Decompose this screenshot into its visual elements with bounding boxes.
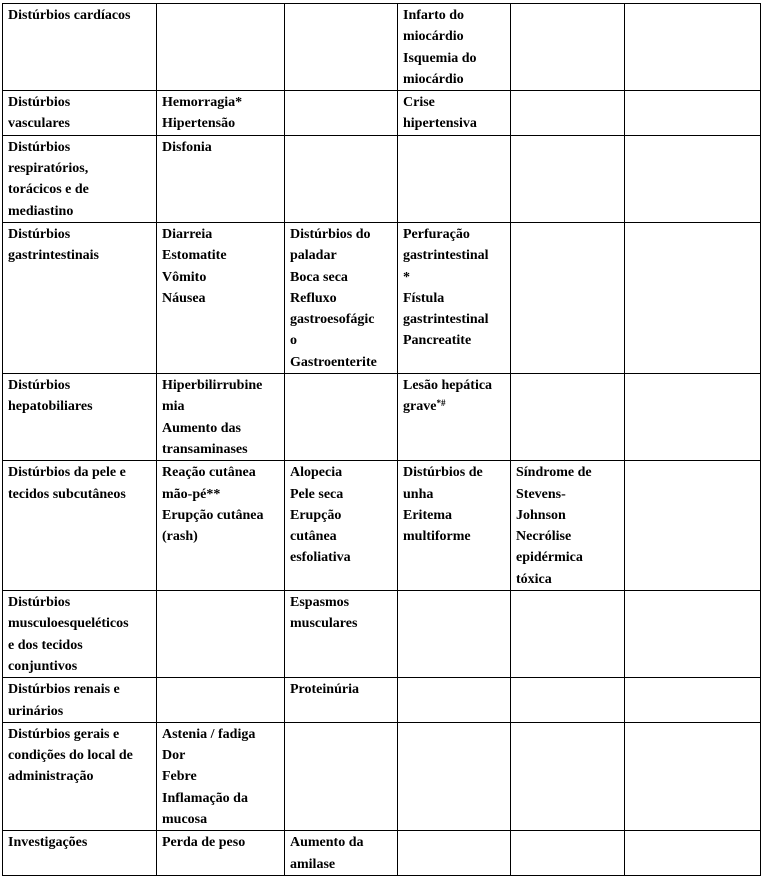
- frequency-cell: [398, 678, 511, 723]
- cell-line: Febre: [162, 769, 197, 785]
- frequency-cell: [625, 722, 761, 830]
- frequency-cell: [625, 591, 761, 678]
- cell-line: Perfuração: [403, 226, 470, 242]
- frequency-cell: [285, 678, 398, 723]
- cell-line: Distúrbios do: [290, 226, 371, 242]
- organ-class-cell: [3, 591, 157, 678]
- cell-line: administração: [8, 769, 94, 785]
- cell-line: multiforme: [403, 529, 471, 545]
- frequency-cell: [398, 831, 511, 876]
- cell-line: Espasmos: [290, 595, 350, 611]
- reaction-text: [290, 505, 393, 526]
- cell-line: Distúrbios da pele e: [8, 465, 126, 481]
- reaction-text: [403, 396, 506, 417]
- frequency-cell: [511, 374, 625, 461]
- organ-class-cell: [3, 722, 157, 830]
- frequency-cell: [511, 591, 625, 678]
- cell-line: Inflamação da: [162, 790, 248, 806]
- adverse-reactions-table: [2, 3, 761, 876]
- reaction-text: [290, 547, 393, 568]
- reaction-text: [162, 245, 280, 266]
- cell-line: Astenia / fadiga: [162, 726, 256, 742]
- cell-line: Pele seca: [290, 486, 344, 502]
- organ-class-text: [8, 179, 152, 200]
- frequency-cell: [157, 722, 285, 830]
- reaction-text: [290, 484, 393, 505]
- cell-line: mucosa: [162, 811, 208, 827]
- reaction-text: [162, 137, 280, 158]
- cell-line: Distúrbios: [8, 226, 71, 242]
- reaction-text: [403, 26, 506, 47]
- reaction-text: [516, 569, 620, 590]
- organ-class-text: [8, 613, 152, 634]
- cell-line: Dor: [162, 748, 186, 764]
- frequency-cell: [157, 4, 285, 91]
- reaction-text: [162, 396, 280, 417]
- organ-class-text: [8, 245, 152, 266]
- frequency-cell: [285, 91, 398, 136]
- organ-class-cell: [3, 461, 157, 591]
- cell-line: musculoesqueléticos: [8, 616, 129, 632]
- reaction-text: [162, 439, 280, 460]
- table-row: [3, 722, 761, 830]
- organ-class-cell: [3, 374, 157, 461]
- cell-line: hepatobiliares: [8, 399, 93, 415]
- organ-class-text: [8, 5, 152, 26]
- organ-class-text: [8, 224, 152, 245]
- cell-line: miocárdio: [403, 29, 464, 45]
- cell-line: tecidos subcutâneos: [8, 486, 126, 502]
- organ-class-text: [8, 724, 152, 745]
- reaction-text: [403, 224, 506, 245]
- organ-class-cell: [3, 135, 157, 222]
- cell-line: Estomatite: [162, 248, 227, 264]
- reaction-text: [290, 592, 393, 613]
- organ-class-cell: [3, 4, 157, 91]
- reaction-text: [403, 92, 506, 113]
- organ-class-text: [8, 745, 152, 766]
- reaction-text: [290, 224, 393, 245]
- frequency-cell: [157, 222, 285, 373]
- reaction-text: [290, 462, 393, 483]
- reaction-text: [290, 679, 393, 700]
- cell-line: mia: [162, 399, 185, 415]
- cell-line: mediastino: [8, 203, 74, 219]
- reaction-text: [162, 224, 280, 245]
- cell-line: Náusea: [162, 290, 206, 306]
- table-row: [3, 374, 761, 461]
- frequency-cell: [511, 135, 625, 222]
- cell-line: Vômito: [162, 269, 207, 285]
- cell-line: gastrintestinal: [403, 248, 489, 264]
- reaction-text: [403, 375, 506, 396]
- cell-line: paladar: [290, 248, 337, 264]
- reaction-text: [516, 547, 620, 568]
- frequency-cell: [285, 722, 398, 830]
- reaction-text: [516, 505, 620, 526]
- reaction-text: [162, 766, 280, 787]
- organ-class-cell: [3, 831, 157, 876]
- organ-class-text: [8, 158, 152, 179]
- frequency-cell: [398, 4, 511, 91]
- reaction-text: [290, 330, 393, 351]
- reaction-text: [403, 526, 506, 547]
- frequency-cell: [511, 831, 625, 876]
- cell-line: unha: [403, 486, 434, 502]
- frequency-cell: [511, 4, 625, 91]
- reaction-text: [403, 309, 506, 330]
- cell-line: Distúrbios gerais e: [8, 726, 120, 742]
- organ-class-text: [8, 635, 152, 656]
- frequency-cell: [625, 222, 761, 373]
- cell-line: grave: [403, 399, 437, 415]
- cell-line: respiratórios,: [8, 161, 89, 177]
- cell-line: Aumento da: [290, 835, 364, 851]
- cell-line: (rash): [162, 529, 198, 545]
- cell-line: miocárdio: [403, 71, 464, 87]
- reaction-text: [162, 809, 280, 830]
- frequency-cell: [625, 91, 761, 136]
- reaction-text: [403, 113, 506, 134]
- cell-line: urinários: [8, 703, 64, 719]
- reaction-text: [403, 484, 506, 505]
- cell-line: Distúrbios: [8, 139, 71, 155]
- table-row: [3, 222, 761, 373]
- cell-line: o: [290, 333, 297, 349]
- cell-line: Síndrome de: [516, 465, 592, 481]
- reaction-text: [290, 854, 393, 875]
- cell-line: Gastroenterite: [290, 354, 377, 370]
- reaction-text: [162, 832, 280, 853]
- cell-line: hipertensiva: [403, 116, 477, 132]
- frequency-cell: [398, 91, 511, 136]
- frequency-cell: [398, 461, 511, 591]
- reaction-text: [290, 309, 393, 330]
- frequency-cell: [157, 831, 285, 876]
- reaction-text: [162, 375, 280, 396]
- cell-line: Distúrbios cardíacos: [8, 8, 131, 23]
- reaction-text: [162, 418, 280, 439]
- reaction-text: [162, 505, 280, 526]
- frequency-cell: [511, 678, 625, 723]
- frequency-cell: [625, 374, 761, 461]
- cell-line: cutânea: [290, 529, 337, 545]
- frequency-cell: [157, 374, 285, 461]
- table-row: [3, 831, 761, 876]
- reaction-text: [162, 92, 280, 113]
- reaction-text: [403, 245, 506, 266]
- reaction-text: [403, 267, 506, 288]
- reaction-text: [516, 526, 620, 547]
- cell-line: Isquemia do: [403, 50, 477, 66]
- organ-class-text: [8, 462, 152, 483]
- reaction-text: [290, 245, 393, 266]
- reaction-text: [403, 69, 506, 90]
- frequency-cell: [625, 461, 761, 591]
- frequency-cell: [157, 591, 285, 678]
- reaction-text: [162, 462, 280, 483]
- reaction-text: [290, 288, 393, 309]
- cell-line: Distúrbios: [8, 378, 71, 394]
- frequency-cell: [625, 135, 761, 222]
- cell-line: Refluxo: [290, 290, 337, 306]
- organ-class-text: [8, 396, 152, 417]
- frequency-cell: [398, 722, 511, 830]
- reaction-text: [290, 526, 393, 547]
- organ-class-text: [8, 137, 152, 158]
- cell-line: amilase: [290, 856, 336, 872]
- table-row: [3, 591, 761, 678]
- reaction-text: [290, 832, 393, 853]
- table-row: [3, 461, 761, 591]
- reaction-text: [162, 288, 280, 309]
- cell-line: Eritema: [403, 507, 452, 523]
- cell-line: transaminases: [162, 441, 248, 457]
- cell-line: *: [403, 269, 410, 285]
- reaction-text: [162, 526, 280, 547]
- cell-line: Erupção: [290, 507, 342, 523]
- cell-line: Proteinúria: [290, 682, 359, 698]
- cell-line: Aumento das: [162, 420, 241, 436]
- reaction-text: [290, 613, 393, 634]
- cell-line: Johnson: [516, 507, 566, 523]
- frequency-cell: [625, 678, 761, 723]
- cell-line: epidérmica: [516, 550, 583, 566]
- organ-class-text: [8, 113, 152, 134]
- organ-class-cell: [3, 678, 157, 723]
- frequency-cell: [511, 222, 625, 373]
- organ-class-text: [8, 201, 152, 222]
- cell-line: conjuntivos: [8, 658, 78, 674]
- reaction-text: [403, 5, 506, 26]
- frequency-cell: [511, 91, 625, 136]
- table-body: [3, 4, 761, 876]
- cell-line: Hemorragia*: [162, 95, 243, 111]
- cell-line: Diarreia: [162, 226, 213, 242]
- frequency-cell: [511, 722, 625, 830]
- frequency-cell: [285, 222, 398, 373]
- cell-line: e dos tecidos: [8, 637, 83, 653]
- organ-class-text: [8, 766, 152, 787]
- organ-class-text: [8, 375, 152, 396]
- cell-line: Disfonia: [162, 139, 212, 155]
- frequency-cell: [157, 91, 285, 136]
- organ-class-text: [8, 701, 152, 722]
- reaction-text: [516, 484, 620, 505]
- cell-line: gastrintestinais: [8, 248, 99, 264]
- reaction-text: [290, 267, 393, 288]
- cell-line: Hipertensão: [162, 116, 236, 132]
- frequency-cell: [285, 591, 398, 678]
- cell-line: tóxica: [516, 571, 552, 587]
- table-row: [3, 678, 761, 723]
- cell-line: Distúrbios: [8, 595, 71, 611]
- cell-line: Perda de peso: [162, 835, 246, 851]
- reaction-text: [162, 484, 280, 505]
- frequency-cell: [398, 222, 511, 373]
- reaction-text: [403, 330, 506, 351]
- frequency-cell: [285, 135, 398, 222]
- cell-line: Boca seca: [290, 269, 348, 285]
- reaction-text: [403, 505, 506, 526]
- frequency-cell: [398, 591, 511, 678]
- reaction-text: [403, 462, 506, 483]
- reaction-text: [162, 788, 280, 809]
- cell-line: Erupção cutânea: [162, 507, 264, 523]
- cell-line: Reação cutânea: [162, 465, 256, 481]
- frequency-cell: [285, 831, 398, 876]
- cell-line: gastroesofágic: [290, 312, 375, 328]
- frequency-cell: [398, 135, 511, 222]
- frequency-cell: [285, 4, 398, 91]
- cell-line: musculares: [290, 616, 358, 632]
- cell-line: esfoliativa: [290, 550, 351, 566]
- organ-class-text: [8, 592, 152, 613]
- cell-line: condições do local de: [8, 748, 133, 764]
- cell-line: mão-pé**: [162, 486, 221, 502]
- frequency-cell: [157, 461, 285, 591]
- reaction-text: [162, 724, 280, 745]
- cell-line: gastrintestinal: [403, 312, 489, 328]
- cell-line: Alopecia: [290, 465, 343, 481]
- organ-class-text: [8, 679, 152, 700]
- cell-line: Hiperbilirrubine: [162, 378, 263, 394]
- frequency-cell: [398, 374, 511, 461]
- cell-line: Investigações: [8, 835, 88, 851]
- cell-line: Distúrbios de: [403, 465, 483, 481]
- reaction-text: [162, 267, 280, 288]
- table-row: [3, 135, 761, 222]
- organ-class-text: [8, 656, 152, 677]
- cell-line: Distúrbios: [8, 95, 71, 111]
- cell-line: Necrólise: [516, 529, 572, 545]
- organ-class-text: [8, 484, 152, 505]
- cell-line: Fístula: [403, 290, 445, 306]
- footnote-marker: *#: [436, 398, 446, 409]
- cell-line: Crise: [403, 95, 435, 111]
- table-row: [3, 91, 761, 136]
- frequency-cell: [625, 831, 761, 876]
- reaction-text: [403, 288, 506, 309]
- frequency-cell: [285, 374, 398, 461]
- reaction-text: [403, 48, 506, 69]
- cell-line: Pancreatite: [403, 333, 472, 349]
- frequency-cell: [157, 678, 285, 723]
- cell-line: Distúrbios renais e: [8, 682, 120, 698]
- organ-class-text: [8, 832, 152, 853]
- cell-line: Infarto do: [403, 8, 465, 23]
- frequency-cell: [157, 135, 285, 222]
- frequency-cell: [511, 461, 625, 591]
- organ-class-text: [8, 92, 152, 113]
- organ-class-cell: [3, 222, 157, 373]
- cell-line: vasculares: [8, 116, 70, 132]
- cell-line: Stevens-: [516, 486, 566, 502]
- organ-class-cell: [3, 91, 157, 136]
- cell-line: Lesão hepática: [403, 378, 493, 394]
- reaction-text: [516, 462, 620, 483]
- cell-line: torácicos e de: [8, 182, 89, 198]
- reaction-text: [290, 352, 393, 373]
- frequency-cell: [625, 4, 761, 91]
- reaction-text: [162, 745, 280, 766]
- reaction-text: [162, 113, 280, 134]
- table-row: [3, 4, 761, 91]
- frequency-cell: [285, 461, 398, 591]
